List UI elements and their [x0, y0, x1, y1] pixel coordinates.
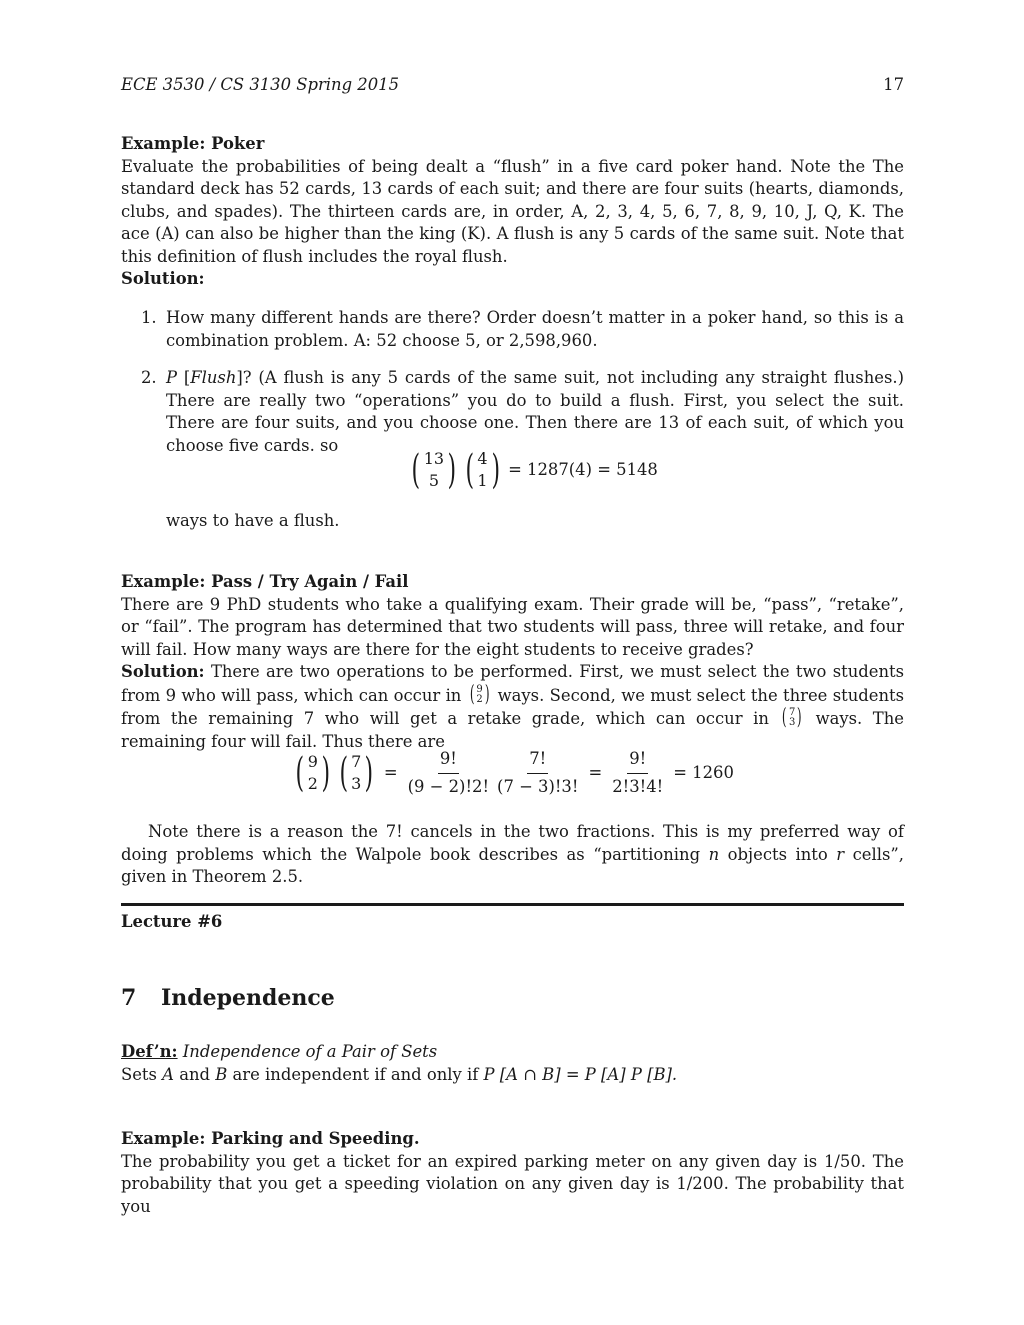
flush-equation — [141, 448, 924, 492]
flush-symbol: Flush — [190, 368, 237, 387]
lecture-divider — [121, 903, 904, 906]
section-heading — [121, 987, 335, 1010]
independence-formula: P [A ∩ B] = P [A] P [B]. — [483, 1064, 678, 1084]
page-number: 17 — [883, 75, 904, 94]
binomial-9-2: ( 9 2 ) — [295, 750, 330, 796]
binomial-9-2-inline: ( 9 2 ) — [469, 681, 490, 707]
partition-note: Note there is a reason the 7! cancels in the two fractions. This is my preferred way of doing problems which the Walpole book describes as “partitioning n objects into r cells”, given in Theorem 2.5. — [121, 822, 904, 886]
definition-title: Independence of a Pair of Sets — [182, 1042, 438, 1061]
lecture-label: Lecture #6 — [121, 912, 223, 931]
poker-solution-label: Solution: — [121, 269, 205, 288]
parking-example — [121, 1128, 904, 1218]
poker-item-1 — [121, 307, 904, 352]
pass-solution-label: Solution: — [121, 662, 205, 681]
course-title: ECE 3530 / CS 3130 Spring 2015 — [121, 75, 400, 94]
pass-solution: Solution: There are two operations to be performed. First, we must select the two students from 9 who will pass, which can occur in ( 9 2 ) ways. Second, we must select the three students from the remaining 7 who will get a retake grade, which can occur in ( 7 3 ) ways. The remaining four will fail. Thus there are — [121, 662, 905, 751]
item-number: 1. — [141, 308, 157, 327]
definition-text: Sets A and B are independent if and only if P [A ∩ B] = P [A] P [B]. — [121, 1064, 678, 1084]
pass-title: Example: Pass / Try Again / Fail — [121, 572, 409, 591]
fraction-2: $\frac{7!}{(7 - 3)!3!}$ — [497, 749, 579, 796]
definition — [121, 1041, 904, 1086]
running-header — [121, 74, 904, 97]
item-text: How many different hands are there? Order doesn’t matter in a poker hand, so this is a combination problem. A: 52 choose 5, or 2,598,960. — [166, 308, 904, 350]
pass-body: There are 9 PhD students who take a qualifying exam. Their grade will be, “pass”, “retake”, or “fail”. The program has determined that two students will pass, three will retake, and four will fail. How many ways are there for the eight students to receive grades? — [121, 594, 904, 659]
section-number: 7 — [121, 985, 137, 1011]
grades-equation: ( 9 2 ) ( 7 3 ) = $\frac{9!}{(9 - 2)!2!}$ $\frac{7!}{(7 - 3)!3!}$ = $\frac{9!}{2!3!4!}$ = 1260 — [121, 748, 904, 798]
section-title: Independence — [161, 985, 335, 1011]
binomial-7-3: ( 7 3 ) — [339, 750, 374, 796]
binomial-7-3-inline: ( 7 3 ) — [782, 705, 803, 730]
equation-rhs: = 1287(4) = 5148 — [508, 459, 658, 479]
pass-example — [121, 571, 904, 753]
definition-label: Def’n: — [121, 1042, 178, 1061]
equation-rhs: = 1260 — [673, 762, 734, 782]
prob-symbol: P — [166, 368, 178, 387]
parking-body: The probability you get a ticket for an expired parking meter on any given day is 1/50. The probability that you get a speeding violation on any given day is 1/200. The probability that you — [121, 1151, 904, 1216]
item-number: 2. — [141, 368, 157, 387]
poker-body: Evaluate the probabilities of being dealt a “flush” in a five card poker hand. Note the The standard deck has 52 cards, 13 cards of each suit; and there are four suits (hearts, diamonds, clubs, and spades). The thirteen cards are, in order, A, 2, 3, 4, 5, 6, 7, 8, 9, 10, J, Q, K. The ace (A) can also be higher than the king (K). A flush is any 5 cards of the same suit. Note that this definition of flush includes the royal flush. — [121, 156, 904, 266]
binomial-4-1: ( 4 1 ) — [465, 447, 500, 493]
item-text: ? (A flush is any 5 cards of the same suit, not including any straight flushes.) There are really two “operations” you do to build a flush. First, you select the suit. There are four suits, and you choose one. Then there are 13 of each suit, of which you choose five cards. so — [166, 368, 904, 455]
binomial-13-5: ( 13 5 ) — [411, 447, 457, 493]
poker-item-2-tail: ways to have a flush. — [166, 511, 340, 530]
fraction-3: $\frac{9!}{2!3!4!}$ — [612, 749, 664, 796]
parking-title: Example: Parking and Speeding. — [121, 1129, 420, 1148]
poker-item-2: 2. P [Flush]? (A flush is any 5 cards of the same suit, not including any straight flushes.) There are really two “operations” you do to build a flush. First, you select the suit. There are four suits, and you choose one. Then there are 13 of each suit, of which you choose five cards. so — [141, 368, 904, 455]
poker-example — [121, 133, 904, 291]
poker-title: Example: Poker — [121, 134, 265, 153]
fraction-1: $\frac{9!}{(9 - 2)!2!}$ — [407, 749, 490, 796]
